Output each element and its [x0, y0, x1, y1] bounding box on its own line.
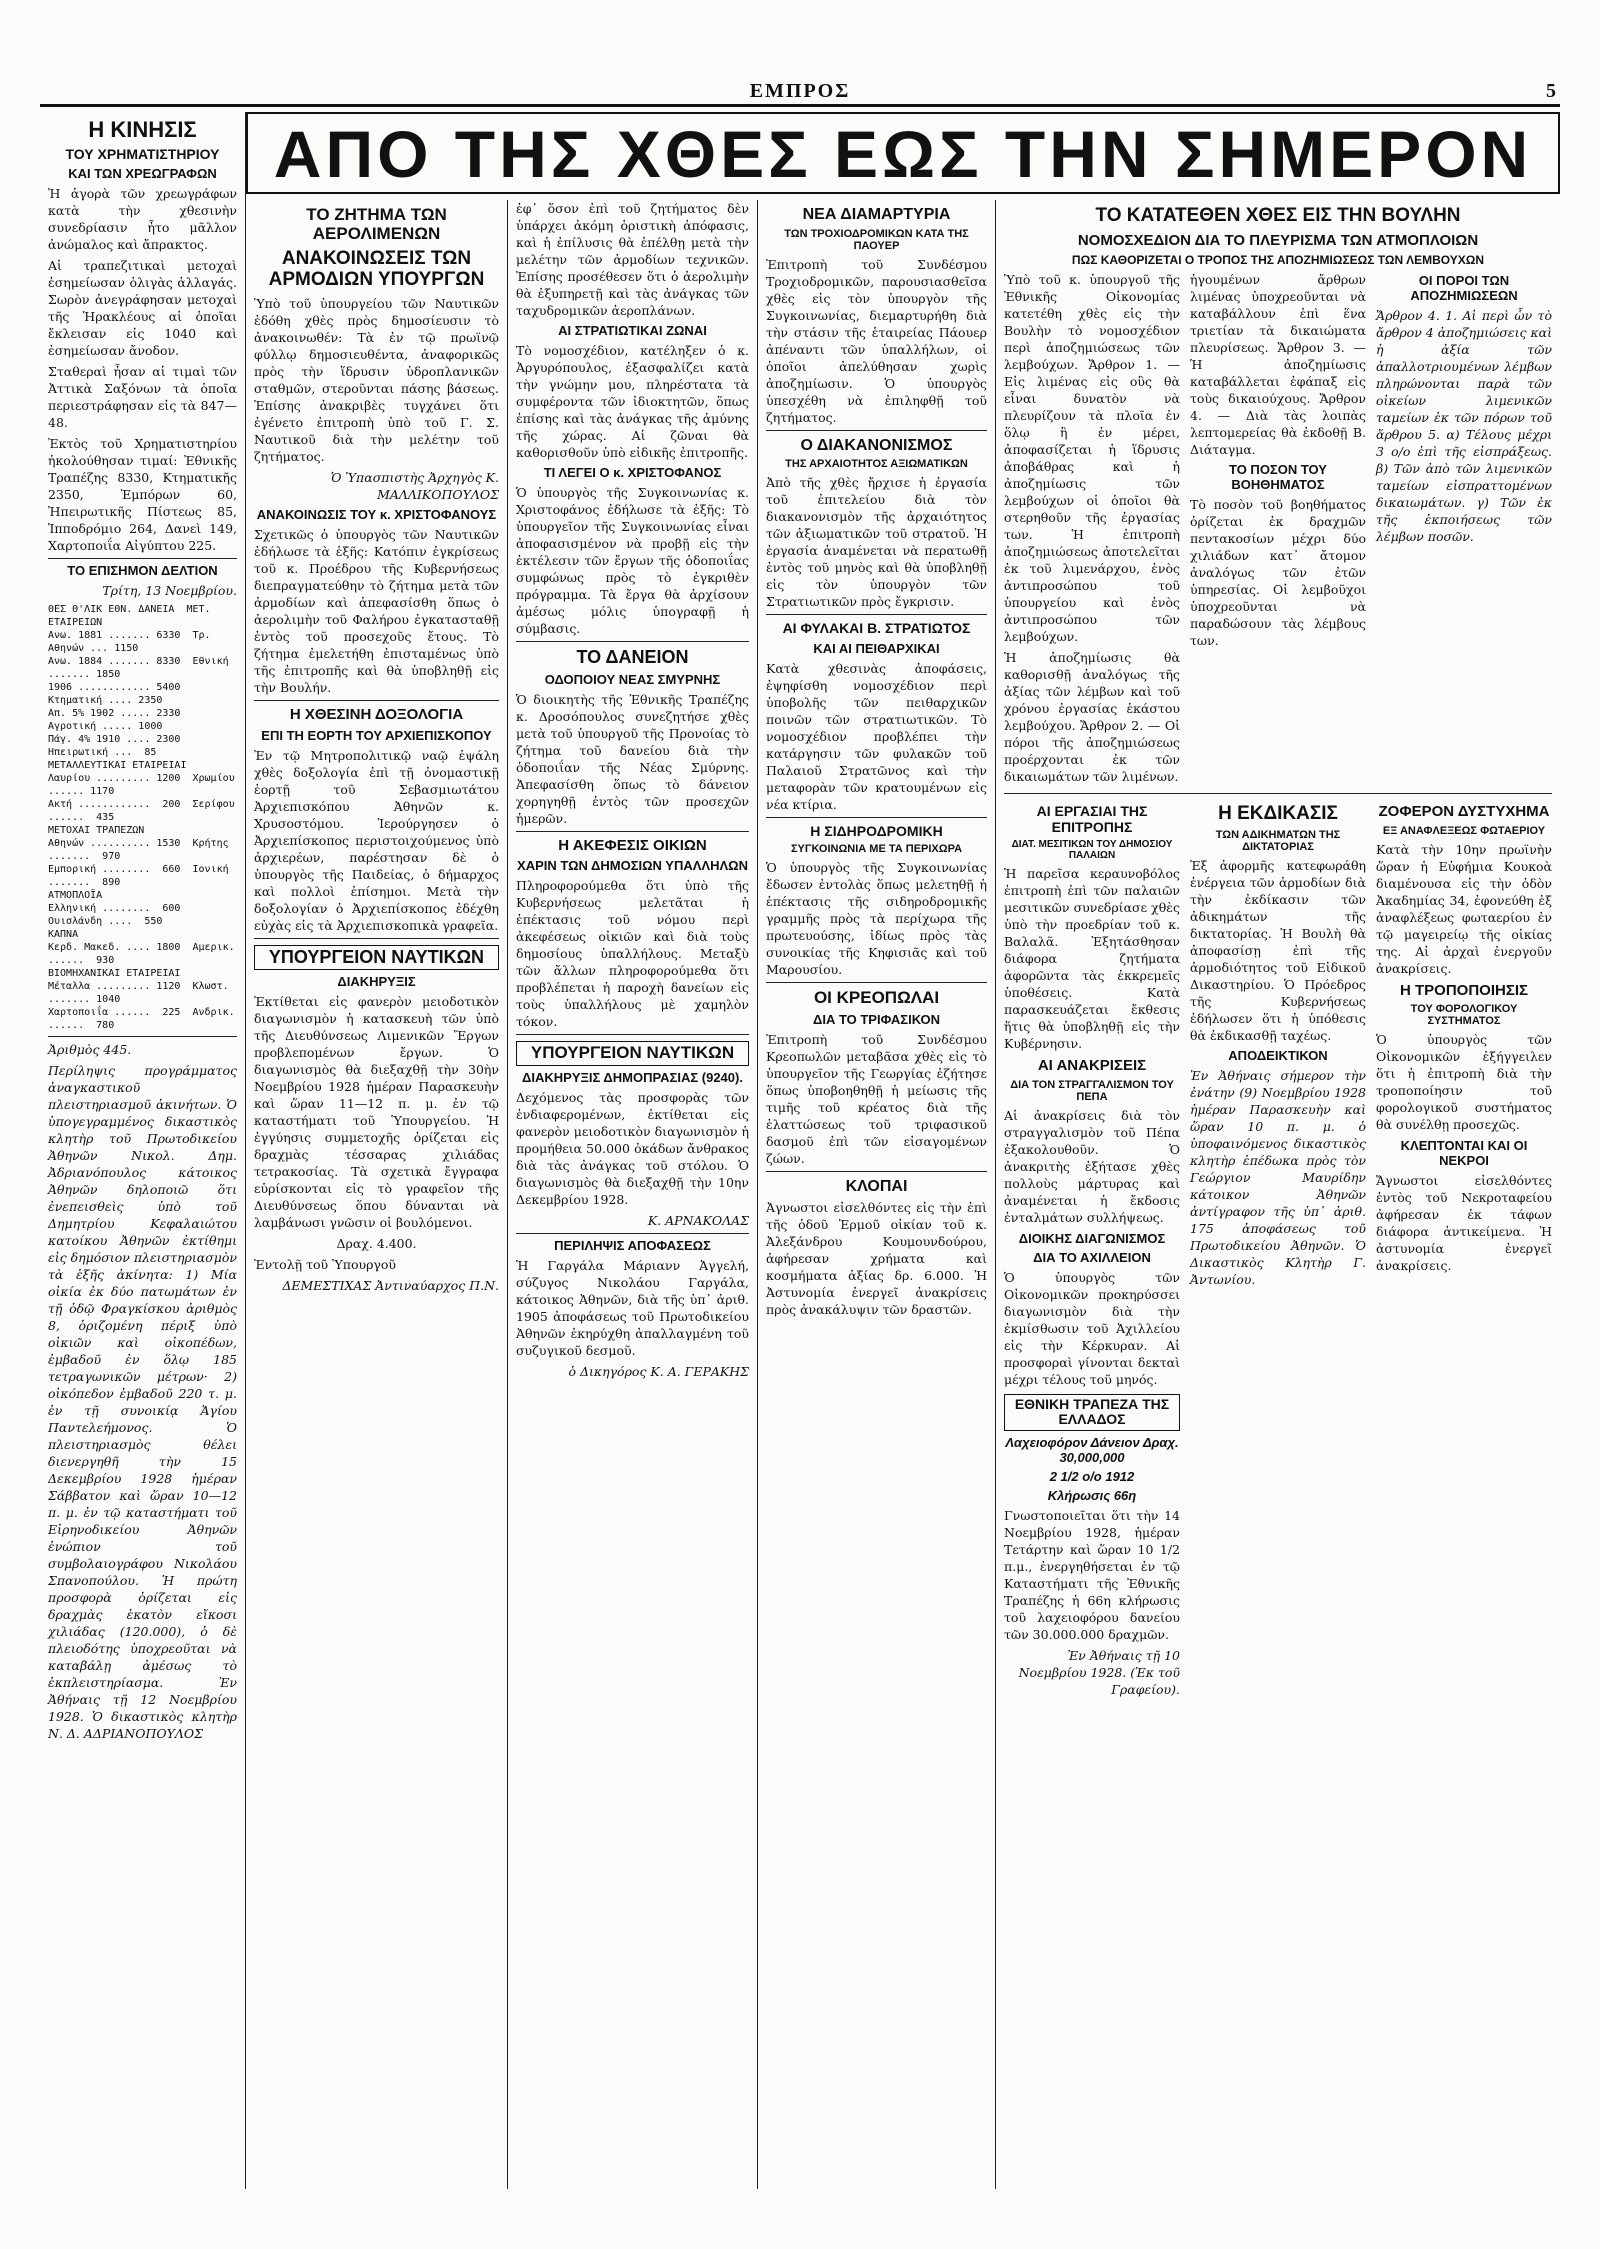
market-paragraph: Σταθεραὶ ἦσαν αἱ τιμαὶ τῶν Ἀττικὰ Σαξόνων τὰ ὁποῖα περιεστράφησαν εἰς τὰ 847—48. [48, 364, 237, 431]
tender-headline: ΔΙΟΙΚΗΣ ΔΙΑΓΩΝΙΣΜΟΣ [1018, 1230, 1166, 1246]
divider [48, 558, 237, 559]
trial-headline: Η ΕΚΔΙΚΑΣΙΣ [1218, 803, 1338, 825]
market-headline: Η ΚΙΝΗΣΙΣ [88, 117, 197, 142]
protest-subheadline: ΤΩΝ ΤΡΟΧΙΟΔΡΟΜΙΚΩΝ ΚΑΤΑ ΤΗΣ ΠΑΟΥΕΡ [784, 227, 969, 252]
loan-subheadline: ΟΔΟΠΟΙΟΥ ΝΕΑΣ ΣΜΥΡΝΗΣ [544, 671, 721, 687]
prisons-headline: ΑΙ ΦΥΛΑΚΑΙ Β. ΣΤΡΑΤΙΩΤΟΣ [782, 620, 971, 637]
article-paragraph: Ἀπὸ τῆς χθὲς ἤρχισε ἡ ἐργασία τοῦ ἐπιτελείου διὰ τὸν διακανονισμὸν τῆς ἀρχαιότητος τῶν ἀξιωματικῶν τοῦ στρατοῦ. Ἡ ἐργασία ἀναμένεται νὰ περατωθῇ ἐντὸς τοῦ μηνὸς καὶ θὰ ὑποβληθῇ εἰς τὸν ὑπουργὸν τῶν Στρατιωτικῶν πρὸς ἔγκρισιν. [766, 475, 987, 610]
butchers-headline: ΟΙ ΚΡΕΟΠΩΛΑΙ [813, 987, 940, 1007]
lower-columns [1004, 798, 1552, 1701]
article-paragraph: Ἄρθρον 4. 1. Αἱ περὶ ὧν τὸ ἄρθρον 4 ἀποζημιώσεις καὶ ἡ ἀξία τῶν ἀπαλλοτριουμένων λέμβων πληρώνονται παρὰ τῶν οἰκείων λιμενικῶν ταμείων ἐκ τῶν πόρων τοῦ ἄρθρου 5. α) Τέλους μέχρι 3 ο/ο ἐπὶ τῆς εἰσπράξεως. β) Τῶν ἀπὸ τῶν λιμενικῶν ταμείων εἰσπραττομένων δικαιωμάτων. γ) Τῶν ἐκ τῆς ἐκποιήσεως τῶν λέμβων ποσῶν. [1376, 308, 1553, 545]
bill-subheadline: ΝΟΜΟΣΧΕΔΙΟΝ ΔΙΑ ΤΟ ΠΛΕΥΡΙΣΜΑ ΤΩΝ ΑΤΜΟΠΛΟΙΩΝ [1077, 231, 1479, 249]
trial-subheadline: ΤΩΝ ΑΔΙΚΗΜΑΤΩΝ ΤΗΣ ΔΙΚΤΑΤΟΡΙΑΣ [1215, 829, 1341, 854]
article-paragraph: ἐφ᾽ ὅσον ἐπὶ τοῦ ζητήματος δὲν ὑπάρχει ἀκόμη ὁριστικὴ ἀπόφασις, καὶ ἡ ἐπίλυσις θὰ ἐπέλθῃ μετὰ τὴν μελέτην τῶν ἁρμοδίων τεχνικῶν. Ἐπίσης προσέθεσεν ὅτι ὁ ἀερολιμὴν θὰ ἐξυπηρετῇ καὶ τὰς ἀνάγκας τῶν ταχυδρομικῶν ἀεροπλάνων. [516, 201, 749, 318]
article-paragraph: Ἄγνωστοι εἰσελθόντες ἐντὸς τοῦ Νεκροταφείου ἀφήρεσαν ἐκ τάφων διάφορα ἀντικείμενα. Ἡ ἀστυνομία ἐνεργεῖ ἀνακρίσεις. [1376, 1172, 1552, 1273]
article-paragraph: Δεχόμενος τὰς προσφορὰς τῶν ἐνδιαφερομένων, ἐκτίθεται εἰς φανερὸν μειοδοτικὸν διαγωνισμὸν ἡ προμήθεια 50.000 ὀκάδων ἄνθρακος διὰ τὰς ἀνάγκας τοῦ στόλου. Ὁ διαγωνισμὸς θὰ διεξαχθῇ τὴν 10ην Δεκεμβρίου 1928. [516, 1089, 749, 1207]
trial-column [1190, 798, 1366, 1701]
article-paragraph: Ἐκτίθεται εἰς φανερὸν μειοδοτικὸν διαγωνισμὸν ἡ κατασκευὴ τῶν ὑπὸ τῆς Διευθύνσεως Λιμενικῶν Ἔργων προβλεπομένων ἔργων. Ὁ διαγωνισμὸς θὰ διεξαχθῇ τὴν 30ὴν Νοεμβρίου 1928 ἡμέραν Παρασκευὴν καὶ ὥραν 11—12 π. μ. ἐν τῷ καταστήματι τοῦ Ὑπουργείου. Ἡ ἐγγύησις συμμετοχῆς ὁρίζεται εἰς δραχμὰς τέσσαρας χιλιάδας τετρακοσίας. Τὰ σχετικὰ ἔγγραφα εὑρίσκονται εἰς τὸ γραφεῖον τῆς Διευθύνσεως ὅπου δύνανται νὰ λαμβάνωσι γνῶσιν οἱ βουλόμενοι. [254, 994, 499, 1231]
divider [766, 817, 987, 818]
protest-headline: ΝΕΑ ΔΙΑΜΑΡΤΥΡΙΑ [802, 206, 951, 223]
section-heading: ΠΕΡΙΛΗΨΙΣ ΑΠΟΦΑΣΕΩΣ [554, 1237, 711, 1253]
main-banner: ΑΠΟ ΤΗΣ ΧΘΕΣ ΕΩΣ ΤΗΝ ΣΗΜΕΡΟΝ [246, 112, 1560, 194]
article-paragraph: Ὁ ὑπουργὸς τῆς Συγκοινωνίας ἔδωσεν ἐντολὰς ὅπως μελετηθῇ ἡ ἐπέκτασις τῆς σιδηροδρομικῆς γραμμῆς πρὸς τὰ περίχωρα τῆς πρωτευούσης, ἰδίως πρὸς τὰς συνοικίας τῆς Κηφισιᾶς καὶ τοῦ Μαρουσίου. [766, 859, 987, 977]
article-paragraph: Αἱ ἀνακρίσεις διὰ τὸν στραγγαλισμὸν τοῦ Πέπα ἐξακολουθοῦν. Ὁ ἀνακριτὴς ἐξήτασε χθὲς πολλοὺς μάρτυρας καὶ ἀναμένεται ἡ ἔκδοσις ἐνταλμάτων συλλήψεως. [1004, 1107, 1180, 1225]
column-1 [40, 112, 246, 2189]
committee-headline: ΑΙ ΕΡΓΑΣΙΑΙ ΤΗΣ ΕΠΙΤΡΟΠΗΣ [1036, 803, 1148, 835]
article-signature: Κ. ΑΡΝΑΚΟΛΑΣ [647, 1212, 749, 1228]
divider [766, 982, 987, 983]
seniority-headline: Ο ΔΙΑΚΑΝΟΝΙΣΜΟΣ [800, 436, 953, 454]
article-signature: ὁ Δικηγόρος Κ. Α. ΓΕΡΑΚΗΣ [568, 1363, 749, 1379]
lottery-rate: 2 1/2 ο/ο 1912 [1049, 1468, 1135, 1484]
article-paragraph: Κατὰ τὴν 10ην πρωϊνὴν ὥραν ἡ Εὐφήμια Κουκοὰ διαμένουσα εἰς τὴν ὁδὸν Ἀκαδημίας 34, ἐφονεύθη ἐξ ἀναφλέξεως φωταερίου ἐν τῷ μαγειρείῳ τῆς οἰκίας της. Αἱ ἀρχαὶ ἐνεργοῦν ἀνακρίσεις. [1376, 841, 1552, 976]
section-heading: ΤΟ ΠΟΣΟΝ ΤΟΥ ΒΟΗΘΗΜΑΤΟΣ [1229, 462, 1327, 493]
bill-tagline: ΠΩΣ ΚΑΘΟΡΙΖΕΤΑΙ Ο ΤΡΟΠΟΣ ΤΗΣ ΑΠΟΖΗΜΙΩΣΕΩΣ ΤΩΝ ΛΕΜΒΟΥΧΩΝ [1071, 253, 1485, 268]
market-paragraph: Ἐκτὸς τοῦ Χρηματιστηρίου ἠκολούθησαν τιμαί: Ἐθνικῆς Τραπέζης 8330, Κτηματικῆς 2350, Ἐμπόρων 60, Ἠπειρωτικῆς Πίστεως 85, Ἱπποδρόμιο 264, Δανεὶ 149, Χαρτοποιΐα Αἰγύπτου 225. [48, 436, 237, 554]
divider [1004, 793, 1552, 794]
guarantee-amount: Δραχ. 4.400. [336, 1236, 417, 1252]
bulletin-date: Τρίτη, 13 Νοεμβρίου. [102, 583, 237, 599]
committee-subheadline: ΔΙΑΤ. ΜΕΣΙΤΙΚΩΝ ΤΟΥ ΔΗΜΟΣΙΟΥ ΠΑΛΑΙΩΝ [1011, 839, 1173, 862]
section-heading: ΑΝΑΚΟΙΝΩΣΙΣ ΤΟΥ κ. ΧΡΙΣΤΟΦΑΝΟΥΣ [256, 507, 497, 523]
article-paragraph: Πληροφορούμεθα ὅτι ὑπὸ τῆς Κυβερνήσεως μελετᾶται ἡ ἐπέκτασις τοῦ νόμου περὶ ἀκεφέσεως οἰκιῶν καὶ διὰ τοὺς δημοσίους ὑπαλλήλους. Μεταξὺ τῶν ἄλλων πληροφορούμεθα ὅτι προβλέπεται ἡ παροχὴ δανείων εἰς τοὺς ὑπαλλήλους μὲ χαμηλὸν τόκον. [516, 878, 749, 1030]
page-columns [40, 112, 1560, 2189]
column-3 [508, 200, 758, 2189]
airports-subheadline: ΑΝΑΚΟΙΝΩΣΕΙΣ ΤΩΝ ΑΡΜΟΔΙΩΝ ΥΠΟΥΡΓΩΝ [268, 248, 485, 291]
divider [766, 614, 987, 615]
article-paragraph: Σχετικῶς ὁ ὑπουργὸς τῶν Ναυτικῶν ἐδήλωσε τὰ ἑξῆς: Κατόπιν ἐγκρίσεως τοῦ κ. Προέδρου τῆς Κυβερνήσεως διεπραγματεύθην τὸ ζήτημα μετὰ τῶν ἁρμοδίων καὶ ἀπεφασίσθη ὅπως ὁ ἀερολιμὴν τοῦ Φαλήρου ἐγκατασταθῇ ἐντὸς τοῦ προσεχοῦς ἔτους. Τὸ ζήτημα ἐμελετήθη ἐπισταμένως ὑπὸ τῆς ἐπιτροπῆς καὶ θὰ ὑποβληθῇ εἰς τὴν Βουλήν. [254, 527, 499, 696]
article-paragraph: ἡγουμένων ἄρθρων λιμένας ὑποχρεοῦνται νὰ καταβάλλουν ἐπὶ ἕνα τριετίαν τὰ δικαιώματα πλευρίσεως. Ἄρθρον 3. — Ἡ ἀποζημίωσις καταβάλλεται ἐφάπαξ εἰς τοὺς δικαιούχους. Ἄρθρον 4. — Διὰ τὰς λοιπὰς λεπτομερείας θὰ ἐκδοθῇ Β. Διάταγμα. [1190, 272, 1366, 458]
article-paragraph: Κατὰ χθεσινὰς ἀποφάσεις, ἐψηφίσθη νομοσχέδιον περὶ ὑποβολῆς τῶν πειθαρχικῶν ποινῶν τῶν στρατιωτικῶν. Τὸ νομοσχέδιον προβλέπει τὴν κατάργησιν τῶν φυλακῶν τοῦ Παλαιοῦ Στρατῶνος καὶ τὴν μεταφορὰν τῶν κρατουμένων εἰς νέα κτίρια. [766, 660, 987, 812]
market-paragraph: Ἡ ἀγορὰ τῶν χρεωγράφων κατὰ τὴν χθεσινὴν συνεδρίασιν ἦτο μᾶλλον ἀνώμαλος καὶ ἄπρακτος. [48, 186, 237, 253]
article-paragraph: Ὁ ὑπουργὸς τῆς Συγκοινωνίας κ. Χριστοφάνος ἐδήλωσε τὰ ἑξῆς: Τὸ ὑπουργεῖον τῆς Συγκοινωνίας εἶναι ἀποφασισμένον νὰ προβῇ εἰς τὴν ἐκτέλεσιν τῶν ἔργων τῆς ὁδοποιΐας συμφώνως πρὸς τὸ ἐγκριθὲν πρόγραμμα. Τὰ ἔργα θὰ ἀρχίσουν ἀμέσως μόλις ὑπογραφῇ ἡ σύμβασις. [516, 485, 749, 636]
divider [516, 1233, 749, 1234]
column-4 [758, 200, 996, 2189]
running-header [40, 80, 1560, 107]
bill-column-b [1190, 271, 1366, 789]
columns-5-7 [996, 200, 1560, 2189]
column-2 [246, 200, 508, 2189]
bank-headline: ΕΘΝΙΚΗ ΤΡΑΠΕΖΑ ΤΗΣ ΕΛΛΑΔΟΣ [1004, 1394, 1180, 1431]
housing-subheadline: ΧΑΡΙΝ ΤΩΝ ΔΗΜΟΣΙΩΝ ΥΠΑΛΛΗΛΩΝ [517, 858, 748, 874]
bill-columns [1004, 271, 1552, 789]
article-paragraph: Ἐν τῷ Μητροπολιτικῷ ναῷ ἐψάλη χθὲς δοξολογία ἐπὶ τῇ ὀνομαστικῇ ἑορτῇ τοῦ Σεβασμιωτάτου Ἀρχιεπισκόπου Ἀθηνῶν κ. Χρυσοστόμου. Ἱερούργησεν ὁ Ἀρχιεπίσκοπος περιστοιχούμενος ὑπὸ ἀρχιερέων, παρέστησαν δὲ ὁ ὑπουργὸς τῆς Παιδείας, ὁ δήμαρχος καὶ πολλοὶ ἐπίσημοι. Μετὰ τὴν δοξολογίαν ὁ Ἀρχιεπίσκοπος ἐδέχθη εὐχὰς εἰς τὰ Ἀρχιεπισκοπικὰ γραφεῖα. [254, 747, 499, 933]
article-paragraph: Ὁ ὑπουργὸς τῶν Οἰκονομικῶν ἐξήγγειλεν ὅτι ἡ ἐπιτροπὴ διὰ τὴν τροποποίησιν τοῦ φορολογικοῦ συστήματος θὰ συνέλθῃ προσεχῶς. [1376, 1032, 1552, 1133]
inquiry-headline: ΑΙ ΑΝΑΚΡΙΣΕΙΣ [1037, 1057, 1147, 1075]
thefts-headline: ΚΛΟΠΑΙ [845, 1177, 908, 1195]
committee-column [1004, 798, 1180, 1701]
lottery-draw: Κλήρωσις 66η [1047, 1487, 1137, 1503]
lottery-loan: Λαχειοφόρον Δάνειον Δραχ. 30,000,000 [1005, 1434, 1179, 1465]
article-paragraph: Ἡ παρεῖσα κεραυνοβόλος ἐπιτροπὴ ἐπὶ τῶν παλαιῶν μεσιτικῶν συνεδρίασε χθὲς ὑπὸ τὴν προεδρίαν τοῦ κ. Βαλαλᾶ. Ἐξητάσθησαν διάφορα ζητήματα ἀφορῶντα τὰς ἐκκρεμεῖς ὑποθέσεις. Κατὰ παρασκευάζεται ἔκθεσις ἥτις θὰ ὑποβληθῇ εἰς τὴν Κυβέρνησιν. [1004, 866, 1180, 1052]
article-paragraph: Ἐν Ἀθήναις σήμερον τὴν ἐνάτην (9) Νοεμβρίου 1928 ἡμέραν Παρασκευὴν καὶ ὥραν 10 π. μ. ὁ ὑποφαινόμενος δικαστικὸς κλητὴρ ἐπέδωκα πρὸς τὸν Γεώργιον Μαυρίδην κάτοικον Ἀθηνῶν ἀντίγραφον τῆς ὑπ᾽ ἀριθ. 175 ἀποφάσεως τοῦ Πρωτοδικείου Ἀθηνῶν. Ὁ Δικαστικὸς Κλητὴρ Γ. Ἀντωνίου. [1190, 1068, 1366, 1288]
article-paragraph: Ὑπὸ τοῦ κ. ὑπουργοῦ τῆς Ἐθνικῆς Οἰκονομίας κατετέθη χθὲς εἰς τὴν Βουλὴν τὸ νομοσχέδιον περὶ ἀποζημιώσεως τῶν λεμβούχων. Ἄρθρον 1. — Εἰς λιμένας εἰς οὓς θὰ εἶναι δυνατὸν νὰ πλευρίζουν τὰ πλοῖα ἐν ὅλῳ ἢ ἐν μέρει, ἀποφασίζεται ἡ ἵδρυσις ἀποβάθρας καὶ ἡ ἀποζημίωσις τῶν λεμβούχων οἱ ὁποῖοι θὰ στερηθοῦν τῆς ἐργασίας των. Ἡ ἐπιτροπὴ ἀποζημιώσεως ἀποτελεῖται ἐκ τοῦ λιμενάρχου, ἑνὸς ἀντιπροσώπου τοῦ ὑπουργείου καὶ ἑνὸς ἀντιπροσώπου τῶν λεμβούχων. [1004, 272, 1180, 645]
auction-notice: Περίληψις προγράμματος ἀναγκαστικοῦ πλειστηριασμοῦ ἀκινήτων. Ὁ ὑπογεγραμμένος δικαστικὸς κλητὴρ τοῦ Πρωτοδικείου Ἀθηνῶν Νικολ. Δημ. Ἀδριανόπουλος κάτοικος Ἀθηνῶν δηλοποιῶ ὅτι ἐνεπεισθεὶς ὑπὸ τοῦ Δημητρίου Κεφαλαιώτου κατοίκου Ἀθηνῶν ἐκτίθημι εἰς δημόσιον πλειστηριασμὸν τὰ ἑξῆς ἀκίνητα: 1) Μία οἰκία ἐκ δύο πατωμάτων ἐν τῇ ὁδῷ Φραγκίσκου ἀριθμὸς 8, ὁριζομένη πέριξ ὑπὸ οἰκιῶν καὶ οἰκοπέδων, ἐμβαδοῦ ἐν ὅλῳ 185 τετραγωνικῶν μέτρων· 2) οἰκόπεδον ἐμβαδοῦ 220 τ. μ. ἐν τῇ συνοικίᾳ Ἁγίου Παντελεήμονος. Ὁ πλειστηριασμὸς θέλει διενεργηθῆ τὴν 15 Δεκεμβρίου 1928 ἡμέραν Σάββατον καὶ ὥραν 10—12 π. μ. ἐν τῷ καταστήματι τοῦ Εἰρηνοδικείου Ἀθηνῶν ἐνώπιον τοῦ συμβολαιογράφου Νικολάου Σπανοπούλου. Ἡ πρώτη προσφορὰ ὁρίζεται εἰς δραχμὰς ἑκατὸν εἴκοσι χιλιάδας (120.000), ὁ δὲ πλειοδότης ὑποχρεοῦται νὰ καταβάλῃ ἀμέσως τὸ ἐκπλειστηρίασμα. Ἐν Ἀθήναις τῇ 12 Νοεμβρίου 1928. Ὁ δικαστικὸς κλητὴρ Ν. Δ. ΑΔΡΙΑΝΟΠΟΥΛΟΣ [48, 1063, 237, 1742]
divider [254, 700, 499, 701]
stock-listing: ΘΕΣ Θ'ΛΙΚ ΕΘΝ. ΔΑΝΕΙΑ ΜΕΤ. ΕΤΑΙΡΕΙΩΝ Ανω. 1881 ....... 6330 Τρ. Αθηνών ... 1150 Ανω. 1884 ....... 8330 Εθνική ....... 1850 1906 ............ 5400 Κτηματική .... 2350 Απ. 5% 1902 ..... 2330 Αγροτική ..... 1000 Πάγ. 4% 1910 .... 2300 Ηπειρωτική ... 85 ΜΕΤΑΛΛΕΥΤΙΚΑΙ ΕΤΑΙΡΕΙΑΙ Λαυρίου ......... 1200 Χρωμίου ...... 1170 Ακτή ............ 200 Σερίφου ...... 435 ΜΕΤΟΧΑΙ ΤΡΑΠΕΖΩΝ Αθηνών .......... 1530 Κρήτης ....... 970 Εμπορική ........ 660 Ιονική ....... 890 ΑΤΜΟΠΛΟΪΑ Ελληνική ........ 600 Ουισλάνδη .... 550 ΚΑΠΝΑ Κερδ. Μακεδ. .... 1800 Αμερικ. ...... 930 ΒΙΟΜΗΧΑΝΙΚΑΙ ΕΤΑΙΡΕΙΑΙ Μέταλλα ......... 1120 Κλωστ. ....... 1040 Χαρτοποιΐα ...... 225 Ανδρικ. ...... 780 [48, 604, 235, 1032]
ministry-notice-headline: ΥΠΟΥΡΓΕΙΟΝ ΝΑΥΤΙΚΩΝ [516, 1041, 749, 1066]
divider [766, 430, 987, 431]
market-subtitle-2: ΚΑΙ ΤΩΝ ΧΡΕΩΓΡΑΦΩΝ [68, 166, 217, 182]
section-heading: ΟΙ ΠΟΡΟΙ ΤΩΝ ΑΠΟΖΗΜΙΩΣΕΩΝ [1410, 273, 1518, 304]
article-signature: ΔΕΜΕΣΤΙΧΑΣ Ἀντιναύαρχος Π.Ν. [282, 1278, 499, 1294]
divider [254, 938, 499, 939]
railway-subheadline: ΣΥΓΚΟΙΝΩΝΙΑ ΜΕ ΤΑ ΠΕΡΙΧΩΡΑ [790, 842, 963, 855]
airports-headline: ΤΟ ΖΗΤΗΜΑ ΤΩΝ ΑΕΡΟΛΙΜΕΝΩΝ [306, 205, 447, 243]
divider [766, 1171, 987, 1172]
tender-subheadline: ΔΙΑ ΤΟ ΑΧΙΛΛΕΙΟΝ [1033, 1249, 1151, 1265]
market-subtitle-1: ΤΟΥ ΧΡΗΜΑΤΙΣΤΗΡΙΟΥ [65, 146, 220, 163]
article-paragraph: Ἡ Γαργάλα Μάριανν Ἀγγελή, σύζυγος Νικολάου Γαργάλα, κάτοικος Ἀθηνῶν, διὰ τῆς ὑπ᾽ ἀριθ. 1905 ἀποφάσεως τοῦ Πρωτοδικείου Ἀθηνῶν ἐκηρύχθη ἀπαλλαγμένη τοῦ συζυγικοῦ δεσμοῦ. [516, 1257, 749, 1358]
accident-column [1376, 798, 1552, 1701]
butchers-subheadline: ΔΙΑ ΤΟ ΤΡΙΦΑΣΙΚΟΝ [812, 1011, 941, 1027]
article-paragraph: Γνωστοποιεῖται ὅτι τὴν 14 Νοεμβρίου 1928, ἡμέραν Τετάρτην καὶ ὥραν 10 1/2 π.μ., ἐνεργηθήσεται ἐν τῷ Καταστήματι τῆς Ἐθνικῆς Τραπέζης ἡ 66η κλήρωσις τοῦ λαχειοφόρου δανείου τῶν 30.000.000 δραχμῶν. [1004, 1507, 1180, 1642]
bill-column-c [1376, 271, 1552, 789]
accident-subheadline: ΕΞ ΑΝΑΦΛΕΞΕΩΣ ΦΩΤΑΕΡΙΟΥ [1382, 824, 1546, 837]
ministry-notice-headline: ΥΠΟΥΡΓΕΙΟΝ ΝΑΥΤΙΚΩΝ [254, 945, 499, 971]
article-paragraph: Ὁ διοικητὴς τῆς Ἐθνικῆς Τραπέζης κ. Δροσόπουλος συνεζητήσε χθὲς μετὰ τοῦ ὑπουργοῦ τῆς Προνοίας τὸ ζήτημα τοῦ δανείου διὰ τὴν ὁδοποιΐαν τῆς Νέας Σμύρνης. Ἀπεφασίσθη ὅπως τὸ δάνειον χορηγηθῇ ἐντὸς τῶν προσεχῶν ἡμερῶν. [516, 691, 749, 826]
article-signature: Ὁ Ὑπασπιστὴς Ἀρχηγὸς Κ. ΜΑΛΛΙΚΟΠΟΥΛΟΣ [330, 470, 499, 503]
doxology-headline: Η ΧΘΕΣΙΝΗ ΔΟΞΟΛΟΓΙΑ [289, 706, 464, 724]
section-heading: ΤΙ ΛΕΓΕΙ Ο κ. ΧΡΙΣΤΟΦΑΝΟΣ [543, 465, 722, 480]
article-paragraph: Ἐπιτροπὴ τοῦ Συνδέσμου Κρεοπωλῶν μεταβᾶσα χθὲς εἰς τὸ ὑπουργεῖον τῆς Γεωργίας ἐζήτησε ὅπως ὑποβοηθηθῇ ἡ μείωσις τῆς τιμῆς τοῦ κρέατος διὰ τῆς ἐλαττώσεως τοῦ τριφασικοῦ δασμοῦ ἐπὶ τῶν εἰσαγομένων ζώων. [766, 1031, 987, 1166]
newspaper-name: ΕΜΠΡΟΣ [749, 80, 851, 102]
article-paragraph: Ἀγνωστοι εἰσελθόντες εἰς τὴν ἐπὶ τῆς ὁδοῦ Ἑρμοῦ οἰκίαν τοῦ κ. Ἀλεξάνδρου Κουμουνδούρου, ἀφήρεσαν χρήματα καὶ κοσμήματα ἀξίας δρ. 6.000. Ἡ Ἀστυνομία ἐνεργεῖ ἀνακρίσεις πρὸς ἀνακάλυψιν τῶν δραστῶν. [766, 1200, 987, 1318]
notice-subheading: ΔΙΑΚΗΡΥΞΙΣ [337, 974, 416, 990]
graves-headline: ΚΛΕΠΤΟΝΤΑΙ ΚΑΙ ΟΙ ΝΕΚΡΟΙ [1400, 1138, 1528, 1168]
section-heading: ΑΙ ΣΤΡΑΤΙΩΤΙΚΑΙ ΖΩΝΑΙ [558, 323, 707, 338]
inquiry-subheadline: ΔΙΑ ΤΟΝ ΣΤΡΑΓΓΑΛΙΣΜΟΝ ΤΟΥ ΠΕΠΑ [1010, 1078, 1174, 1103]
accident-headline: ΖΟΦΕΡΟΝ ΔΥΣΤΥΧΗΜΑ [1378, 803, 1550, 821]
article-paragraph: Τὸ νομοσχέδιον, κατέληξεν ὁ κ. Ἀργυρόπουλος, ἐξασφαλίζει κατὰ τὴν γνώμην μου, πληρέστατα τὰ συμφέροντα τῶν ἰδιοκτητῶν, ὅπως ἐπίσης καὶ τὰς ἀνάγκας τῆς ἀμύνης τῆς χώρας. Αἱ ζῶναι θὰ καθορισθοῦν ὑπὸ εἰδικῆς ἐπιτροπῆς. [516, 343, 749, 460]
notice-subheading: ΔΙΑΚΗΡΥΞΙΣ ΔΗΜΟΠΡΑΣΙΑΣ (9240). [522, 1069, 743, 1085]
market-paragraph: Αἱ τραπεζιτικαὶ μετοχαὶ ἐσημείωσαν ὀλιγὰς ἀλλαγάς. Σωρὸν ἀνεγράφησαν μετοχαὶ τῆς Ἡρακλέους αἱ ὁποῖαι ἔκλεισαν εἰς 1040 καὶ ἐσημείωσαν ἄνοδον. [48, 258, 237, 359]
railway-headline: Η ΣΙΔΗΡΟΔΡΟΜΙΚΗ [810, 822, 943, 839]
prisons-subheadline: ΚΑΙ ΑΙ ΠΕΙΘΑΡΧΙΚΑΙ [813, 640, 940, 656]
article-paragraph: Τὸ ποσὸν τοῦ βοηθήματος ὁρίζεται ἐκ δραχμῶν πεντακοσίων μέχρι δύο χιλιάδων κατ᾽ ἄτομον ἀναλόγως τῶν ἐτῶν ὑπηρεσίας. Οἱ λεμβοῦχοι ὑποχρεοῦνται νὰ παραδώσουν τὰς λέμβους των. [1190, 497, 1366, 649]
article-paragraph: Ὁ ὑπουργὸς τῶν Οἰκονομικῶν προκηρύσσει διαγωνισμὸν διὰ τὴν ἐκμίσθωσιν τοῦ Ἀχιλλείου εἰς τὴν Κέρκυραν. Αἱ προσφοραὶ γίνονται δεκταὶ μέχρι τέλους τοῦ μηνός. [1004, 1269, 1180, 1387]
tax-subheadline: ΤΟΥ ΦΟΡΟΛΟΓΙΚΟΥ ΣΥΣΤΗΜΑΤΟΣ [1410, 1003, 1518, 1028]
notice-number: Ἀριθμὸς 445. [48, 1042, 132, 1058]
bill-headline: ΤΟ ΚΑΤΑΤΕΘΕΝ ΧΘΕΣ ΕΙΣ ΤΗΝ ΒΟΥΛΗΝ [1095, 205, 1461, 226]
section-heading: ΑΠΟΔΕΙΚΤΙΚΟΝ [1228, 1048, 1328, 1064]
divider [516, 641, 749, 642]
doxology-subheadline: ΕΠΙ ΤΗ ΕΟΡΤΗ ΤΟΥ ΑΡΧΙΕΠΙΣΚΟΠΟΥ [261, 727, 492, 743]
loan-headline: ΤΟ ΔΑΝΕΙΟΝ [576, 647, 689, 667]
article-paragraph: Ἡ ἀποζημίωσις θὰ καθορισθῇ ἀναλόγως τῆς ἀξίας τῶν λέμβων καὶ τοῦ χρόνου ἐργασίας ἑκάστου λεμβούχου. Ἄρθρον 2. — Οἱ πόροι τῆς ἀποζημιώσεως προέρχονται ἐκ τῶν δικαιωμάτων τῶν λιμένων. [1004, 650, 1180, 785]
bill-column-a [1004, 271, 1180, 789]
article-signature: Ἐν Ἀθήναις τῇ 10 Νοεμβρίου 1928. (Ἐκ τοῦ Γραφείου). [1018, 1647, 1180, 1697]
article-paragraph: Ὑπὸ τοῦ ὑπουργείου τῶν Ναυτικῶν ἐδόθη χθὲς πρὸς δημοσίευσιν τὸ ἀνακοινωθέν: Τὰ ἐν τῷ πρωϊνῷ φύλλῳ δημοσιευθέντα, ἀναφορικῶς πρὸς τὴν ἵδρυσιν ὑδροπλανικῶν σταθμῶν, στεροῦνται πάσης βάσεως. Ἐπίσης ἀνακριβὲς τυγχάνει ὅτι ἐγένετο ἐπιτροπὴ ὑπὸ τοῦ Γ. Σ. Ναυτικοῦ διὰ τὴν μελέτην τοῦ ζητήματος. [254, 296, 499, 465]
tax-headline: Η ΤΡΟΠΟΠΟΙΗΣΙΣ [1399, 981, 1528, 999]
article-paragraph: Ἐπιτροπὴ τοῦ Συνδέσμου Τροχιοδρομικῶν, παρουσιασθεῖσα χθὲς εἰς τὸν ὑπουργὸν τῆς Συγκοινωνίας, διεμαρτυρήθη διὰ τὴν στάσιν τῆς ἑταιρείας Πάουερ ἀπέναντι τῶν ὑπαλλήλων, οἱ ὁποῖοι ἀπελύθησαν χωρὶς ἀποζημίωσιν. Ὁ ὑπουργὸς ὑπεσχέθη νὰ ἐπιληφθῇ τοῦ ζητήματος. [766, 256, 987, 425]
page-number: 5 [1546, 80, 1556, 102]
order-line: Ἐντολῇ τοῦ Ὑπουργοῦ [254, 1257, 397, 1273]
divider [516, 1034, 749, 1035]
divider [48, 1036, 237, 1037]
article-paragraph: Ἐξ ἀφορμῆς κατεφωράθη ἐνέργεια τῶν ἁρμοδίων διὰ τὴν ἐκδίκασιν τῶν ἀδικημάτων τῆς δικτατορίας. Ἡ Βουλὴ θὰ ἀποφασίσῃ ἐπὶ τῆς ἀρμοδιότητος τοῦ Εἰδικοῦ Δικαστηρίου. Ὁ Πρόεδρος τῆς Κυβερνήσεως ἐδήλωσεν ὅτι ἡ ὑπόθεσις θὰ ἐκδικασθῇ ταχέως. [1190, 858, 1366, 1044]
bulletin-title: ΤΟ ΕΠΙΣΗΜΟΝ ΔΕΛΤΙΟΝ [67, 563, 218, 579]
divider [516, 831, 749, 832]
housing-headline: Η ΑΚΕΦΕΣΙΣ ΟΙΚΙΩΝ [558, 836, 707, 854]
seniority-subheadline: ΤΗΣ ΑΡΧΑΙΟΤΗΤΟΣ ΑΞΙΩΜΑΤΙΚΩΝ [785, 458, 968, 471]
